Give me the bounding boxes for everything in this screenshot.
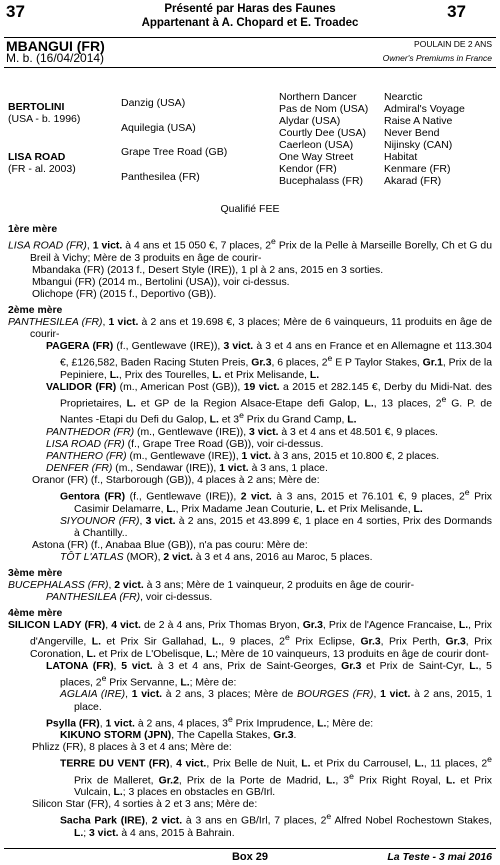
dam-name: LISA ROAD — [8, 151, 66, 163]
pedigree-gen2-4: Panthesilea (FR) — [121, 171, 200, 183]
pedigree-gen3-item: Bucephalass (FR) — [279, 174, 364, 187]
pedigree-gen4-item: Nearctic — [384, 91, 423, 103]
pedigree-gen3-item: Courtly Dee (USA) — [279, 126, 366, 139]
lot-number-left: 37 — [6, 2, 25, 21]
paragraph: Gentora (FR) (f., Gentlewave (IRE)), 2 vict. à 3 ans, 2015 et 76.101 €, 9 places, 2e Prix Casimir Delamarre, L., Prix Madame Jean Couturie, L. et Prix Melisande, L. — [60, 487, 492, 515]
paragraph: PAGERA (FR) (f., Gentlewave (IRE)), 3 vict. à 3 et 4 ans en France et en Allemagne et 113.304 €, £126,582, Baden Racing Stuten Preis, Gr.3, 6 places, 2e E P Taylor Stakes, Gr.1, Prix de la Pepiniere, L., Prix des Tourelles, L. et Prix Melisande, L. — [46, 341, 492, 381]
paragraph: Olichope (FR) (2015 f., Deportivo (GB)). — [32, 288, 217, 300]
produce-record — [8, 224, 492, 840]
lot-number-right: 37 — [447, 2, 466, 21]
paragraph: LISA ROAD (FR) (f., Grape Tree Road (GB)), voir ci-dessus. — [46, 438, 324, 450]
pedigree-gen2-2: Aquilegia (USA) — [121, 122, 196, 134]
paragraph: PANTHESILEA (FR), voir ci-dessus. — [46, 592, 213, 604]
header-center — [0, 2, 500, 31]
box-number: Box 29 — [231, 851, 269, 863]
section-heading-1: 1ère mère — [8, 224, 58, 235]
pedigree-gen3-item: Caerleon (USA) — [279, 138, 354, 151]
paragraph: Mbandaka (FR) (2013 f., Desert Style (IRE)), 1 pl à 2 ans, 2015 en 3 sorties. — [32, 264, 384, 276]
paragraph: TÔT L'ATLAS (MOR), 2 vict. à 3 et 4 ans, 2016 au Maroc, 5 places. — [60, 551, 373, 563]
pedigree-gen4-item: Kenmare (FR) — [384, 162, 451, 175]
footer-rule — [4, 848, 496, 849]
paragraph: PANTHESILEA (FR), 1 vict. à 2 ans et 19.698 €, 3 places; Mère de 6 vainqueurs, 11 produits en âge de courir- — [8, 316, 493, 340]
pedigree-gen4 — [384, 92, 465, 188]
paragraph: BUCEPHALASS (FR), 2 vict. à 3 ans; Mère de 1 vainqueur, 2 produits en âge de courir- — [8, 580, 415, 592]
paragraph: LATONA (FR), 5 vict. à 3 et 4 ans, Prix de Saint-Georges, Gr.3 et Prix de Saint-Cyr, L., 5 places, 2e Prix Servanne, L.; Mère de: — [46, 660, 492, 689]
pedigree-gen2-3: Grape Tree Road (GB) — [121, 146, 228, 158]
pedigree-gen4-item: Akarad (FR) — [384, 174, 442, 187]
section-heading-2: 2ème mère — [8, 304, 63, 316]
pedigree-gen2-1: Danzig (USA) — [121, 97, 186, 109]
pedigree-gen4-item: Habitat — [384, 150, 418, 163]
pedigree-gen4-item: Admiral's Voyage — [384, 102, 465, 115]
sex-age: POULAIN DE 2 ANS — [414, 39, 492, 49]
catalogue-header — [0, 0, 500, 36]
pedigree-gen4-item: Never Bend — [384, 126, 440, 139]
paragraph: Oranor (FR) (f., Starborough (GB)), 4 places à 2 ans; Mère de: — [32, 475, 320, 487]
presented-by: Présenté par Haras des Faunes — [164, 3, 336, 15]
paragraph: SIYOUNOR (FR), 3 vict. à 2 ans, 2015 et 43.899 €, 1 place en 4 sorties, Prix des Dormands à Chantilly.. — [60, 515, 492, 539]
paragraph: Astona (FR) (f., Anabaa Blue (GB)), n'a pas couru: Mère de: — [32, 539, 308, 551]
sale-place-date: La Teste - 3 mai 2016 — [387, 851, 492, 863]
paragraph: Sacha Park (IRE), 2 vict. à 3 ans en GB/Irl, 7 places, 2e Alfred Nobel Rochestown Stakes, L.; 3 vict. à 4 ans, 2015 à Bahrain. — [60, 811, 492, 839]
pedigree-gen4-item: Raise A Native — [384, 114, 453, 127]
pedigree-top-rule — [4, 67, 496, 68]
dam-info: (FR - al. 2003) — [8, 162, 76, 175]
paragraph: KIKUNO STORM (JPN), The Capella Stakes, Gr.3. — [60, 730, 297, 742]
paragraph: Phlizz (FR), 8 places à 3 et 4 ans; Mère de: — [32, 742, 232, 754]
paragraph: VALIDOR (FR) (m., American Post (GB)), 19 vict. a 2015 et 282.145 €, Derby du Midi-Nat. des Proprietaires, L. et GP de la Region Alsace-Etape defi Galop, L., 13 places, 2e G. P. de Nantes -Etapi du Defi du Galop, L. et 3e Prix du Grand Camp, L. — [46, 381, 492, 426]
pedigree-gen4-item: Nijinsky (CAN) — [384, 138, 453, 151]
paragraph: Psylla (FR), 1 vict. à 2 ans, 4 places, 3e Prix Imprudence, L.; Mère de: — [46, 713, 374, 730]
sire-block — [8, 102, 80, 126]
sire-info: (USA - b. 1996) — [8, 112, 81, 125]
horse-color-dob: M. b. (16/04/2014) — [6, 51, 105, 65]
paragraph: TERRE DU VENT (FR), 4 vict., Prix Belle de Nuit, L. et Prix du Carrousel, L., 11 places, 2e Prix de Malleret, Gr.2, Prix de la Porte de Madrid, L., 3e Prix Right Royal, L. et Prix Vulcain, L.; 3 places en obstacles en GB/Irl. — [60, 754, 492, 799]
dam-block — [8, 152, 76, 176]
paragraph: Silicon Star (FR), 4 sorties à 2 et 3 ans; Mère de: — [32, 799, 258, 811]
paragraph: PANTHERO (FR) (m., Gentlewave (IRE)), 1 vict. à 3 ans, 2015 et 10.800 €, 2 places. — [46, 450, 440, 462]
pedigree-gen3-item: Kendor (FR) — [279, 162, 337, 175]
premium-note: Owner's Premiums in France — [382, 53, 492, 63]
section-heading-3: 3ème mère — [8, 567, 63, 579]
pedigree-gen3-item: Northern Dancer — [279, 91, 357, 103]
pedigree-gen3-item: One Way Street — [279, 150, 354, 163]
pedigree-gen3-item: Alydar (USA) — [279, 114, 341, 127]
pedigree-gen3-item: Pas de Nom (USA) — [279, 102, 369, 115]
paragraph: AGLAIA (IRE), 1 vict. à 2 ans, 3 places; Mère de BOURGES (FR), 1 vict. à 2 ans, 2015, 1 place. — [60, 689, 492, 713]
paragraph: Mbangui (FR) (2014 m., Bertolini (USA)), voir ci-dessus. — [32, 276, 290, 288]
section-heading-4: 4ème mère — [8, 608, 63, 620]
qualification: Qualifié FEE — [220, 203, 280, 215]
paragraph: PANTHEDOR (FR) (m., Gentlewave (IRE)), 3 vict. à 3 et 4 ans et 48.501 €, 9 places. — [46, 426, 438, 438]
paragraph: SILICON LADY (FR), 4 vict. de 2 à 4 ans, Prix Thomas Bryon, Gr.3, Prix de l'Agence Francaise, L., Prix d'Angerville, L. et Prix Sir Gallahad, L., 9 places, 2e Prix Eclipse, Gr.3, Prix Perth, Gr.3, Prix Coronation, L. et Prix de L'Obelisque, L.; Mère de 10 vainqueurs, 13 produits en âge de courir dont- — [8, 620, 492, 660]
pedigree-gen3 — [279, 92, 368, 188]
horse-name: MBANGUI (FR) — [6, 38, 105, 54]
owners: Appartenant à A. Chopard et E. Troadec — [141, 17, 359, 30]
paragraph: LISA ROAD (FR), 1 vict. à 4 ans et 15 050 €, 7 places, 2e Prix de la Pelle à Marseille Borelly, Ch et G du Breil à Vichy; Mère de 3 produits en âge de courir- — [8, 236, 492, 264]
sire-name: BERTOLINI — [8, 101, 65, 113]
paragraph: DENFER (FR) (m., Sendawar (IRE)), 1 vict. à 3 ans, 1 place. — [46, 463, 328, 474]
